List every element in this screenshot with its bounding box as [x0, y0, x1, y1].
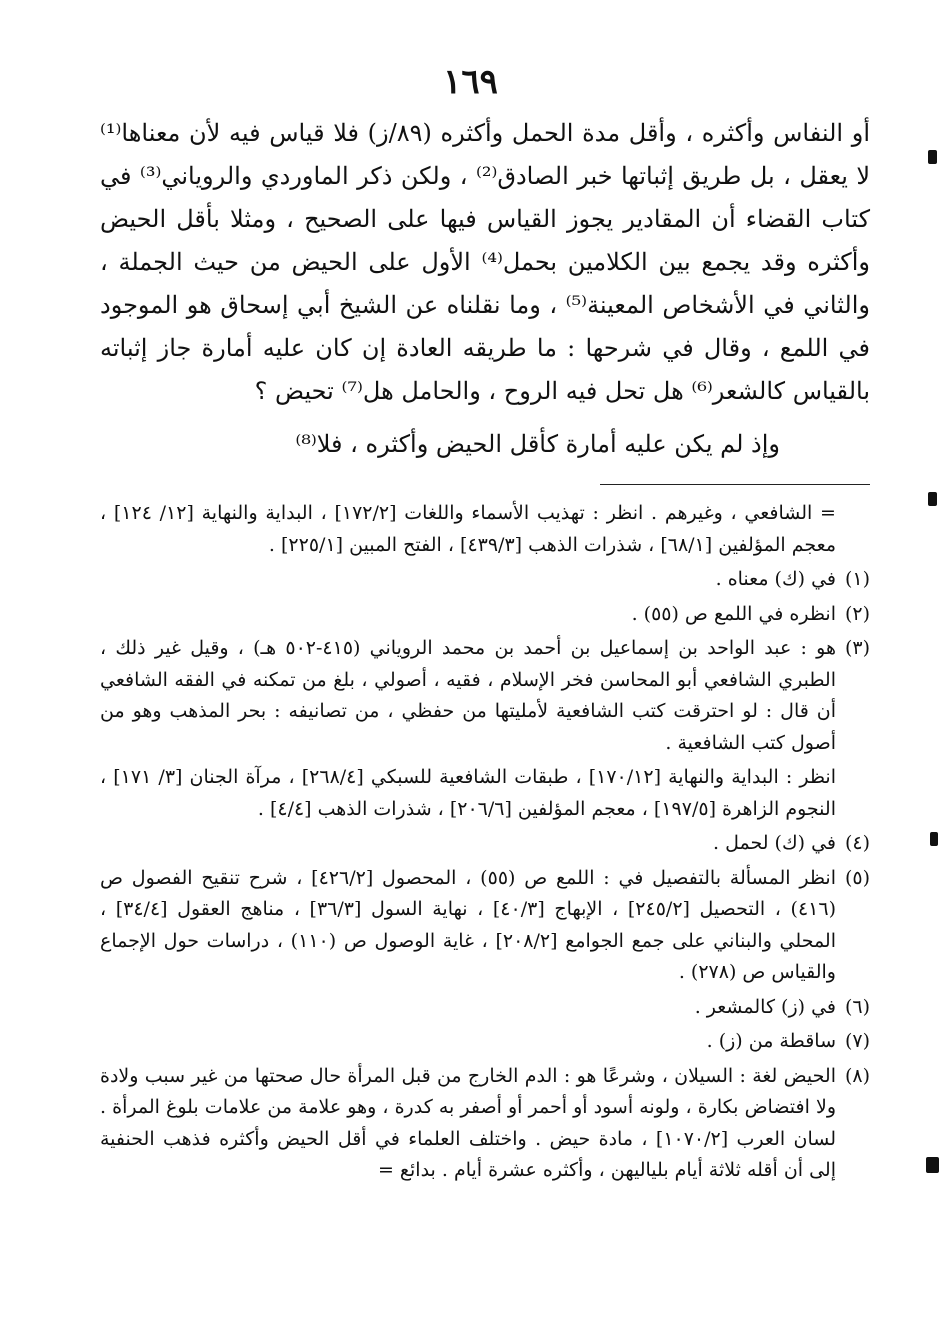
footnote-5	[100, 863, 870, 989]
main-paragraph: أو النفاس وأكثره ، وأقل مدة الحمل وأكثره (٨٩/ز) فلا قياس فيه لأن معناها⁽¹⁾ لا يعقل ، بل طريق إثباتها خبر الصادق⁽²⁾ ، ولكن ذكر الماوردي والروياني⁽³⁾ في كتاب القضاء أن المقادير يجوز القياس فيها على الصحيح ، ومثلا بأقل الحيض وأكثره وقد يجمع بين الكلامين بحمل⁽⁴⁾ الأول على الحيض من حيث الجملة ، والثاني في الأشخاص المعينة⁽⁵⁾ ، وما نقلناه عن الشيخ أبي إسحاق هو الموجود في اللمع ، وقال في شرحها : ما طريقه العادة إن كان عليه أمارة جاز إثباته بالقياس كالشعر⁽⁶⁾ هل تحل فيه الروح ، والحامل هل⁽⁷⁾ تحيض ؟	[100, 119, 871, 405]
footnote-number: (٦)	[844, 995, 870, 1018]
footnote-text: في (ك) لحمل .	[713, 832, 836, 854]
footnote-3	[100, 633, 870, 759]
footnote-number: (٤)	[844, 832, 870, 854]
footnote-number: (٨)	[844, 1064, 870, 1087]
footnote-number: (٢)	[844, 602, 870, 625]
main-last-line: وإذ لم يكن عليه أمارة كأقل الحيض وأكثره ، فلا⁽⁸⁾	[295, 430, 780, 458]
footnote-text: ساقطة من (ز) .	[706, 1030, 836, 1052]
footnote-text: انظر المسألة بالتفصيل في : اللمع ص (٥٥) ، المحصول [٤٢٦/٢] ، شرح تنقيح الفصول ص (٤١٦) ، التحصيل [٢٤٥/٢] ، الإبهاج [٤٠/٣] ، نهاية السول [٣٦/٣] ، مناهج العقول [٣٤/٤] ، المحلي والبناني على جمع الجوامع [٢٠٨/٢] ، غاية الوصول ص (١١٠) ، دراسات حول الإجماع والقياس ص (٢٧٨) .	[100, 866, 837, 983]
footnote-7	[100, 1026, 870, 1058]
scan-edge-mark	[926, 1157, 939, 1173]
main-text	[100, 112, 870, 466]
page-number: ١٦٩	[443, 62, 498, 102]
footnote-text: في (ك) معناه .	[715, 568, 836, 590]
footnote-8	[100, 1061, 870, 1187]
footnote-3-sources	[100, 762, 870, 825]
footnote-number: (٥)	[844, 866, 870, 889]
footnote-continuation: = الشافعي ، وغيرهم . انظر : تهذيب الأسماء واللغات [١٧٢/٢] ، البداية والنهاية [١٢/ ١٢٤] ، معجم المؤلفين [٦٨/١] ، شذرات الذهب [٤٣٩/٣] ، الفتح المبين [٢٢٥/١] .	[100, 502, 836, 556]
footnote-text: انظره في اللمع ص (٥٥) .	[631, 602, 836, 625]
footnote-text: في (ز) كالمشعر .	[694, 995, 836, 1018]
footnote-text: الحيض لغة : السيلان ، وشرعًا هو : الدم الخارج من قبل المرأة حال صحتها من غير سبب ولادة ولا افتضاض بكارة ، ولونه أسود أو أحمر أو أصفر به كدرة ، وهو علامة من علامات بلوغ المرأة . لسان العرب [١٠٧٠/٢] ، مادة حيض . واختلف العلماء في أقل الحيض وأكثره فذهب الحنفية إلى أن أقله ثلاثة أيام بلياليهن ، وأكثره عشرة أيام . بدائع =	[100, 1064, 836, 1181]
footnote-text: هو : عبد الواحد بن إسماعيل بن أحمد بن محمد الروياني (٤١٥-٥٠٢ هـ) ، وقيل غير ذلك ، الطبري الشافعي أبو المحاسن فخر الإسلام ، فقيه ، أصولي ، بلغ من تمكنه في الفقه الشافعي أن قال : لو احترقت كتب الشافعية لأمليتها من حفظي ، من تصانيفه : بحر المذهب وهو من أصول كتب الشافعية .	[100, 637, 837, 754]
footnote-4	[100, 828, 870, 860]
footnote-text: انظر : البداية والنهاية [١٧٠/١٢] ، طبقات الشافعية للسبكي [٢٦٨/٤] ، مرآة الجنان [٣/ ١٧١] ، النجوم الزاهرة [١٩٧/٥] ، معجم المؤلفين [٢٠٦/٦] ، شذرات الذهب [٤/٤] .	[100, 766, 836, 820]
scan-edge-mark	[928, 492, 937, 506]
scan-edge-mark	[930, 832, 938, 846]
footnote-number: (٣)	[844, 637, 870, 659]
footnote-number: (١)	[844, 568, 870, 590]
scan-edge-mark	[928, 150, 937, 164]
footnote-separator	[600, 484, 870, 485]
footnote-1	[100, 564, 870, 596]
footnote-6	[100, 992, 870, 1024]
footnote-2	[100, 599, 870, 631]
footnotes	[100, 498, 870, 1190]
footnote-number: (٧)	[844, 1030, 870, 1052]
